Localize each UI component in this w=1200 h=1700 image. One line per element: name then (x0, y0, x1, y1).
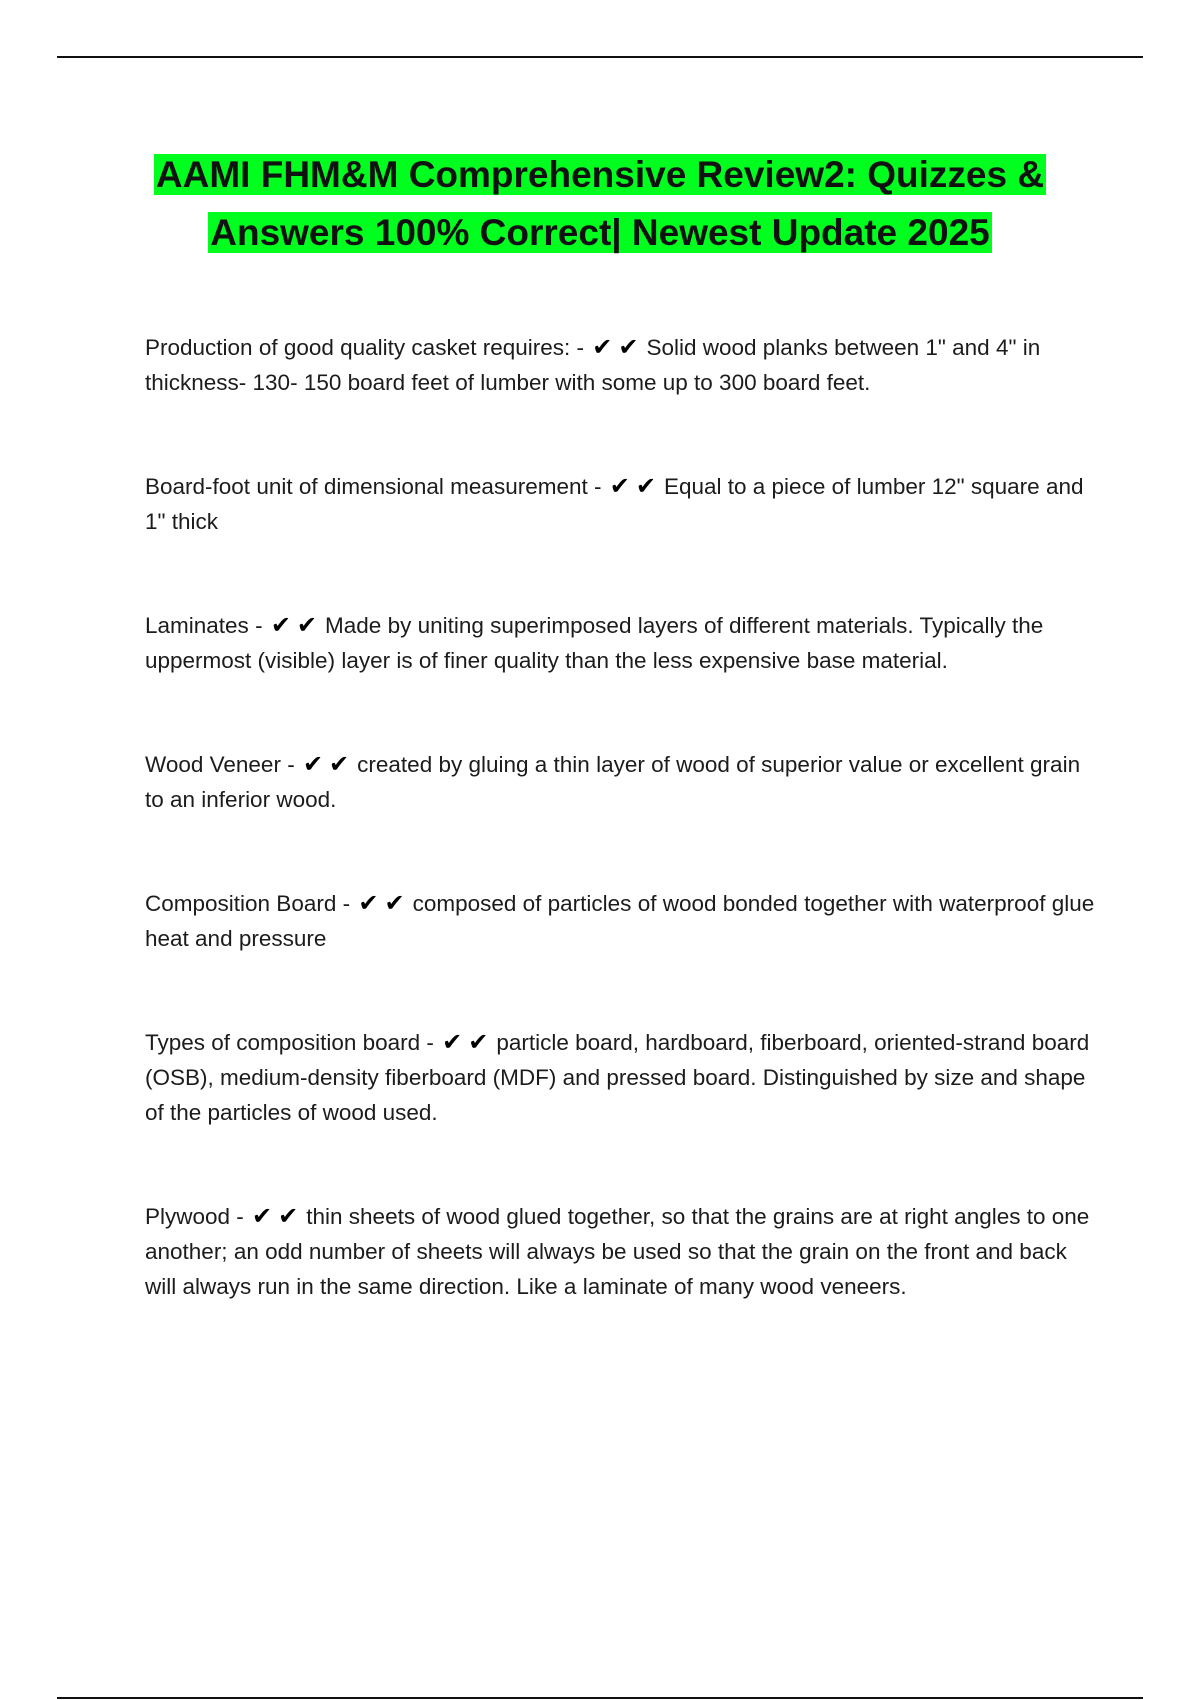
separator: - (248, 613, 269, 638)
double-check-icon: ✔✔ (302, 750, 356, 778)
bottom-divider (57, 1697, 1143, 1699)
qa-definition: Made by uniting superimposed layers of different materials. Typically the uppermost (visible) layer is of finer quality than the less expensive base material. (145, 613, 1044, 673)
qa-definition: Equal to a piece of lumber 12" square and 1" thick (145, 474, 1084, 534)
qa-term: Plywood (145, 1204, 231, 1229)
double-check-icon: ✔✔ (358, 889, 411, 917)
qa-item (145, 608, 1095, 678)
qa-item (145, 747, 1095, 817)
double-check-icon: ✔✔ (609, 472, 662, 500)
title-block (100, 146, 1100, 262)
top-divider (57, 56, 1143, 58)
qa-definition: thin sheets of wood glued together, so that the grains are at right angles to one another; an odd number of sheets will always be used so that the grain on the front and back will always run in the same direction. Like a laminate of many wood veneers. (145, 1204, 1090, 1299)
qa-definition: Solid wood planks between 1" and 4" in thickness- 130- 150 board feet of lumber with some up to 300 board feet. (145, 335, 1041, 395)
qa-item (145, 469, 1095, 539)
separator: - (230, 1204, 251, 1229)
double-check-icon: ✔✔ (592, 333, 645, 361)
qa-list (145, 330, 1095, 1304)
double-check-icon: ✔✔ (442, 1028, 495, 1056)
qa-term: Laminates (145, 613, 249, 638)
qa-term: Types of composition board (145, 1030, 421, 1055)
separator: - (280, 752, 301, 777)
page-title: AAMI FHM&M Comprehensive Review2: Quizzes & Answers 100% Correct| Newest Update 2025 (155, 154, 1045, 253)
qa-definition: created by gluing a thin layer of wood of superior value or excellent grain to an inferior wood. (145, 752, 1081, 812)
qa-definition: composed of particles of wood bonded together with waterproof glue heat and pressure (145, 891, 1095, 951)
qa-term: Board-foot unit of dimensional measurement (145, 474, 588, 499)
separator: - (570, 335, 591, 360)
qa-item (145, 886, 1095, 956)
separator: - (336, 891, 357, 916)
qa-item (145, 1025, 1095, 1130)
qa-definition: particle board, hardboard, fiberboard, oriented-strand board (OSB), medium-density fiberboard (MDF) and pressed board. Distinguished by size and shape of the particles of wood used. (145, 1030, 1090, 1125)
qa-term: Wood Veneer (145, 752, 281, 777)
qa-item (145, 330, 1095, 400)
separator: - (587, 474, 608, 499)
double-check-icon: ✔✔ (270, 611, 324, 639)
qa-term: Composition Board (145, 891, 337, 916)
qa-item (145, 1199, 1095, 1304)
double-check-icon: ✔✔ (252, 1202, 305, 1230)
qa-term: Production of good quality casket requires: (145, 335, 571, 360)
separator: - (420, 1030, 441, 1055)
